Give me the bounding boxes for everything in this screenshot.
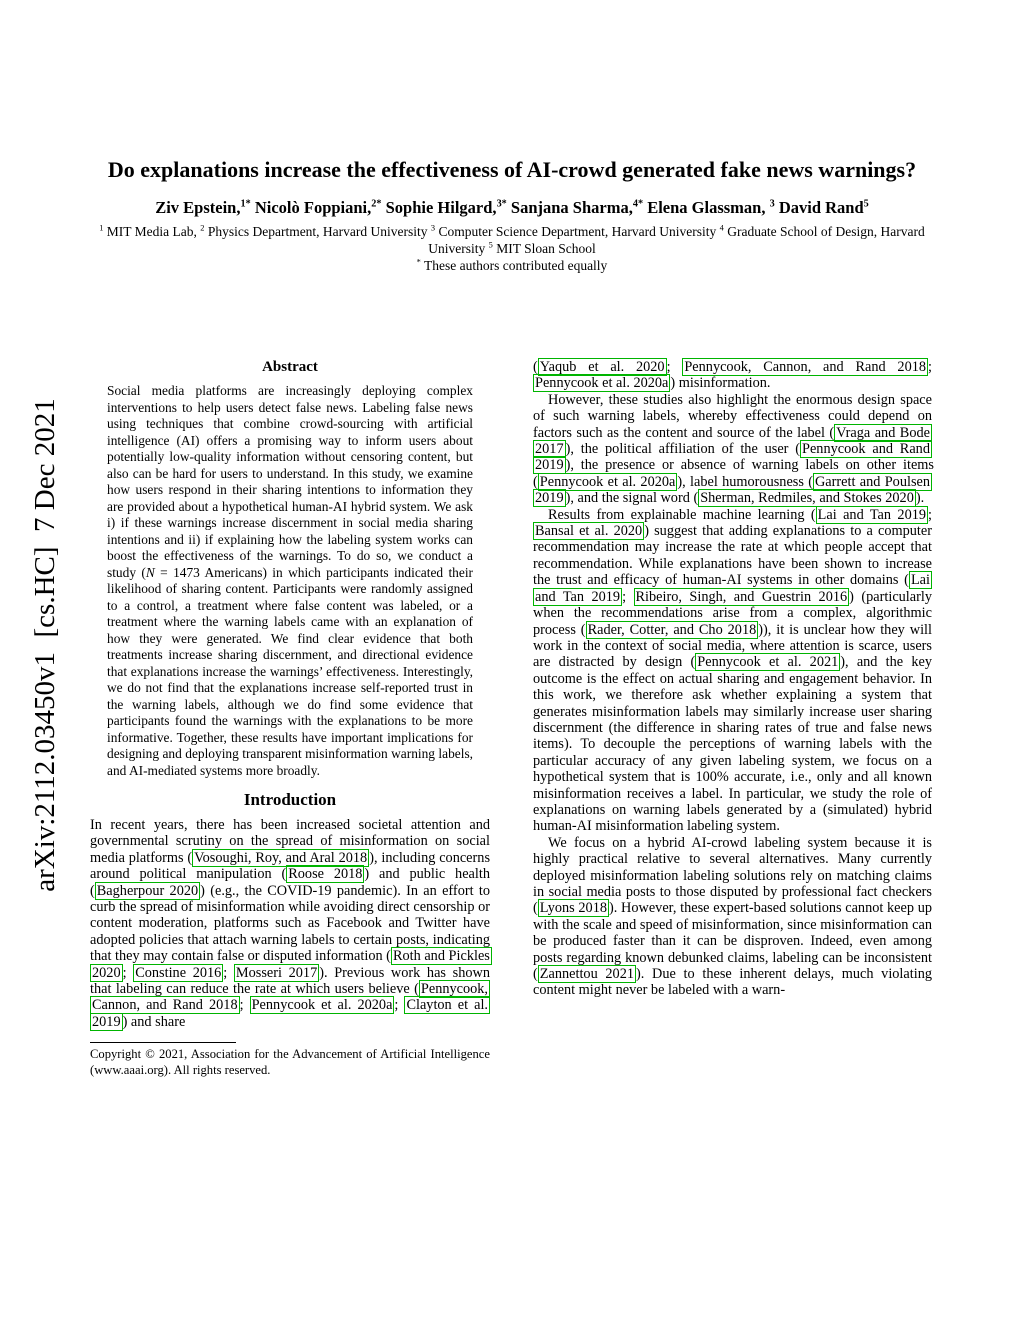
citation-link[interactable]: Mosseri 2017 xyxy=(235,964,318,981)
superscript-marker: * xyxy=(416,257,421,267)
citation-link[interactable]: Pennycook et al. 2020a xyxy=(539,473,676,490)
introduction-paragraph: In recent years, there has been increased societal attention and governmental scrutiny on the spread of misinformation on social media platforms ( Vosoughi, Roy, and Aral 2018 ), including concerns around political manipulation ( Roose 2018 ) and public health ( Bagherpour 2020 ) (e.g., the COVID-19 pandemic). In an effort to curb the spread of misinformation while avoiding direct censorship or content moderation, platforms such as Facebook and Twitter have adopted policies that attach warning labels to certain posts, indicating that they may contain false or disputed information ( Roth and Pickles 2020 ; Constine 2016 ; Mosseri 2017 ). Previous work has shown that labeling can reduce the rate at which users believe ( Pennycook, Cannon, and Rand 2018 ; Pennycook et al. 2020a ; Clayton et al. 2019 ) and share xyxy=(90,817,491,1030)
superscript-marker: 3 xyxy=(430,223,436,233)
citation-link[interactable]: Vosoughi, Roy, and Aral 2018 xyxy=(194,849,368,866)
citation-link[interactable]: Pennycook et al. 2021 xyxy=(697,654,839,671)
citation-link[interactable]: Bansal et al. 2020 xyxy=(535,523,643,540)
superscript-marker: 4* xyxy=(632,198,644,210)
abstract-text: Social media platforms are increasingly deploying complex interventions to help users detect false news. Labeling false news using techniques that combine crowd-sourcing with artificial intelligence (AI) offers a promising way to inform users about potentially low-quality information without censoring content, but also can be hard for users to understand. In this study, we examine how users respond in their sharing intentions to information they are provided about a hypothetical human-AI hybrid system. We ask i) if these warnings increase discernment in social media sharing intentions and ii) if explaining how the labeling system works can boost the effectiveness of the warnings. To do so, we conduct a study (N = 1473 Americans) in which participants indicated their likelihood of sharing content. Participants were randomly assigned to a control, a treatment where false content was labeled, or a treatment where the warning labels came with an explanation of how they were generated. We find clear evidence that both treatments increase sharing discernment, and directional evidence that explanations increase the warnings’ effectiveness. Interestingly, we do not find that the explanations increase self-reported trust in the warning labels, although we do find some evidence that participants found the warnings with the explanations to be more informative. Together, these results have important implications for designing and deploying transparent misinformation warning labels, and AI-mediated systems more broadly. xyxy=(107,383,473,778)
citation-link[interactable]: Constine 2016 xyxy=(135,964,222,981)
citation-link[interactable]: Pennycook et al. 2020a xyxy=(251,997,393,1014)
citation-link[interactable]: Yaqub et al. 2020 xyxy=(539,359,665,375)
right-column xyxy=(533,359,932,999)
citation-link[interactable]: Rader, Cotter, and Cho 2018 xyxy=(587,621,757,638)
citation-link[interactable]: Roose 2018 xyxy=(288,866,363,883)
body-paragraph: However, these studies also highlight the enormous design space of such warning labels, whereby effectiveness could depend on factors such as the content and source of the label ( Vraga and Bode 2017 ), the political affiliation of the user ( Pennycook and Rand 2019 ), the presence or absence of warning labels on other items ( Pennycook et al. 2020a ), label humorousness ( Garrett and Poulsen 2019 ), and the signal word ( Sherman, Redmiles, and Stokes 2020 ). xyxy=(533,391,934,507)
superscript-marker: 5 xyxy=(488,240,493,250)
copyright-footnote xyxy=(90,1042,490,1078)
arxiv-watermark: arXiv:2112.03450v1 [cs.HC] 7 Dec 2021 xyxy=(29,398,61,892)
abstract-heading: Abstract xyxy=(262,359,318,375)
superscript-marker: 3* xyxy=(496,198,507,210)
superscript-marker: 1 xyxy=(99,223,104,233)
superscript-marker: 4 xyxy=(719,223,724,233)
body-paragraph: Results from explainable machine learning ( Lai and Tan 2019 ; Bansal et al. 2020 ) suggest that adding explanations to a computer recommendation may increase the rate at which people accept that recommendation. While explanations have been shown to increase the trust and efficacy of human-AI systems in other domains ( Lai and Tan 2019 ; Ribeiro, Singh, and Guestrin 2016 ) (particularly when the recommendations arise from a complex, algorithmic process ( Rader, Cotter, and Cho 2018 )), it is unclear how they will work in the context of social media, where attention is scarce, users are distracted by design ( Pennycook et al. 2021 ), and the key outcome is the effect on actual sharing and engagement behavior. In this work, we therefore ask whether explaining a system that generates misinformation labels may similarly increase user sharing discernment (the difference in sharing rates of true and false news items). To decouple the perceptions of warning labels with the particular accuracy of any given labeling system, we focus on a hypothetical system that is 100% accurate, i.e., only and all known misinformation receives a label. In particular, we study the role of explanations on warning labels generated by a (simulated) hybrid human-AI misinformation labeling system. xyxy=(533,506,933,835)
superscript-marker: 2* xyxy=(371,198,382,210)
superscript-marker: 2 xyxy=(200,223,205,233)
author-line: Ziv Epstein,$^{1*}$ Nicolò Foppiani,$^{2*}$ Sophie Hilgard,$^{3*}$ Sanjana Sharma,$^{4*}$ Elena Glassman, $^3$ David Rand$^5$ xyxy=(155,198,869,217)
citation-link[interactable]: Zannettou 2021 xyxy=(539,966,635,983)
affiliations-line: $^1$ MIT Media Lab, $^2$ Physics Department, Harvard University $^3$ Computer Science Department, Harvard University $^4$ Graduate School of Design, Harvard University $^5$ MIT Sloan School xyxy=(99,223,925,256)
citation-link[interactable]: Pennycook and Rand 2019 xyxy=(535,441,930,474)
citation-link[interactable]: Vraga and Bode 2017 xyxy=(535,424,930,458)
citation-link[interactable]: Bagherpour 2020 xyxy=(96,882,199,899)
paper-title: Do explanations increase the effectiveness of AI-crowd generated fake news warnings? xyxy=(107,157,917,182)
footnote-rule xyxy=(90,1042,236,1043)
citation-link[interactable]: Lai and Tan 2019 xyxy=(535,572,930,605)
citation-link[interactable]: Sherman, Redmiles, and Stokes 2020 xyxy=(700,490,914,507)
copyright-text: Copyright © 2021, Association for the Advancement of Artificial Intelligence (www.aaai.org). All rights reserved. xyxy=(90,1047,490,1077)
left-column xyxy=(90,359,490,1078)
citation-link[interactable]: Pennycook et al. 2020a xyxy=(535,375,669,392)
citation-link[interactable]: Ribeiro, Singh, and Guestrin 2016 xyxy=(635,588,848,605)
superscript-marker: 3 xyxy=(769,198,775,210)
body-paragraph: ( Yaqub et al. 2020 ; Pennycook, Cannon, and Rand 2018 ; Pennycook et al. 2020a ) misinformation. xyxy=(533,359,933,392)
citation-link[interactable]: Pennycook, Cannon, and Rand 2018 xyxy=(92,981,488,1014)
superscript-marker: 1* xyxy=(240,198,251,210)
citation-link[interactable]: Lyons 2018 xyxy=(539,900,608,917)
superscript-marker: 5 xyxy=(863,198,869,210)
equal-contribution-note: * These authors contributed equally xyxy=(416,257,608,273)
citation-link[interactable]: Clayton et al. 2019 xyxy=(92,997,489,1030)
body-paragraph: We focus on a hybrid AI-crowd labeling system because it is highly practical relative to several alternatives. Many currently deployed misinformation labeling solutions rely on matching claims in social media posts to those disputed by professional fact checkers ( Lyons 2018 ). However, these expert-based solutions cannot keep up with the scale and speed of misinformation, since misinformation can be produced faster than it can be disproven. Indeed, even among posts regarding known debunked claims, labeling can be inconsistent ( Zannettou 2021 ). Due to these inherent delays, much violating content might never be labeled with a warn- xyxy=(533,834,933,999)
citation-link[interactable]: Roth and Pickles 2020 xyxy=(92,948,490,981)
citation-link[interactable]: Pennycook, Cannon, and Rand 2018 xyxy=(684,359,927,375)
paper-header xyxy=(90,156,934,274)
citation-link[interactable]: Garrett and Poulsen 2019 xyxy=(535,473,930,507)
citation-link[interactable]: Lai and Tan 2019 xyxy=(817,506,927,523)
introduction-heading: Introduction xyxy=(243,790,337,809)
